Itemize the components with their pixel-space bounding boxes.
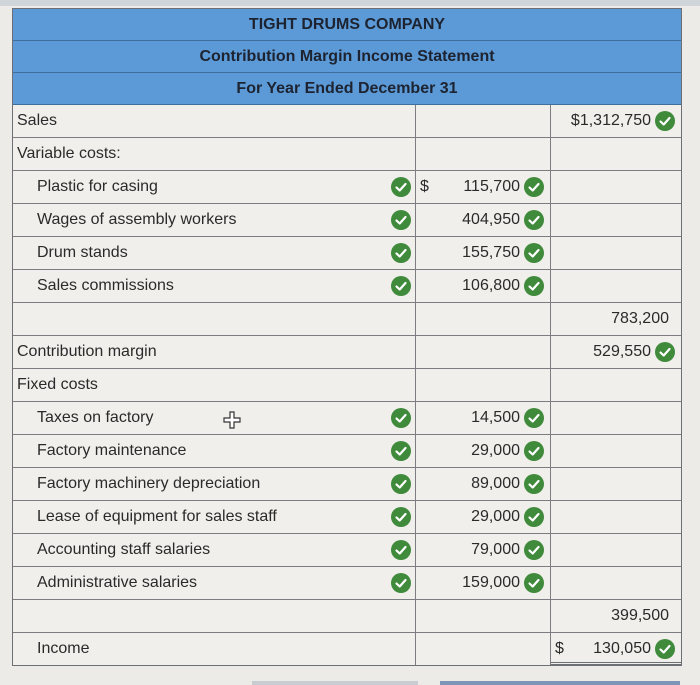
check-circle-icon: [655, 111, 675, 131]
check-circle-icon: [524, 177, 544, 197]
check-circle-icon: [391, 177, 411, 197]
total-value: $1,312,750: [570, 112, 651, 129]
check-circle-icon: [524, 507, 544, 527]
check-circle-icon: [524, 243, 544, 263]
amount-cell[interactable]: [416, 435, 551, 467]
total-cell[interactable]: [551, 633, 681, 665]
table-row: [13, 566, 681, 599]
amount-value: 14,500: [471, 409, 520, 426]
check-circle-icon: [524, 210, 544, 230]
amount-value: 155,750: [462, 244, 520, 261]
row-label-cell[interactable]: [13, 237, 416, 269]
total-value: 399,500: [611, 607, 669, 624]
table-row: [13, 335, 681, 368]
check-circle-icon: [655, 342, 675, 362]
row-label-cell[interactable]: [13, 501, 416, 533]
check-circle-icon: [524, 441, 544, 461]
amount-cell[interactable]: [416, 270, 551, 302]
row-label-cell[interactable]: [13, 105, 416, 137]
amount-value: 29,000: [471, 442, 520, 459]
dollar-sign: $: [420, 178, 429, 195]
bottom-button-partial[interactable]: [252, 681, 418, 685]
row-label-cell[interactable]: [13, 534, 416, 566]
amount-value: 89,000: [471, 475, 520, 492]
total-cell[interactable]: [551, 567, 681, 599]
row-label: Factory maintenance: [37, 442, 187, 459]
amount-cell[interactable]: [416, 633, 551, 665]
total-cell[interactable]: [551, 402, 681, 434]
total-cell[interactable]: [551, 369, 681, 401]
table-row: [13, 236, 681, 269]
row-label-cell[interactable]: [13, 468, 416, 500]
dollar-sign: $: [555, 640, 564, 657]
total-cell[interactable]: [551, 270, 681, 302]
amount-cell[interactable]: [416, 336, 551, 368]
check-circle-icon: [391, 210, 411, 230]
amount-cell[interactable]: [416, 468, 551, 500]
amount-cell[interactable]: [416, 600, 551, 632]
amount-cell[interactable]: [416, 534, 551, 566]
amount-cell[interactable]: [416, 567, 551, 599]
amount-cell[interactable]: [416, 138, 551, 170]
company-name: TIGHT DRUMS COMPANY: [13, 9, 681, 41]
row-label: Plastic for casing: [37, 178, 158, 195]
statement-title: Contribution Margin Income Statement: [13, 41, 681, 73]
row-label: Wages of assembly workers: [37, 211, 237, 228]
check-circle-icon: [524, 474, 544, 494]
total-value: 529,550: [593, 343, 651, 360]
row-label-cell[interactable]: [13, 435, 416, 467]
row-label-cell[interactable]: [13, 402, 416, 434]
check-circle-icon: [391, 276, 411, 296]
amount-cell[interactable]: [416, 303, 551, 335]
row-label: Accounting staff salaries: [37, 541, 211, 558]
total-cell[interactable]: [551, 138, 681, 170]
total-cell[interactable]: [551, 171, 681, 203]
table-row: [13, 170, 681, 203]
row-label: Fixed costs: [17, 376, 98, 393]
row-label-cell[interactable]: [13, 567, 416, 599]
row-label: Drum stands: [37, 244, 128, 261]
check-circle-icon: [391, 507, 411, 527]
row-label-cell[interactable]: [13, 369, 416, 401]
row-label-cell[interactable]: [13, 303, 416, 335]
table-row: [13, 105, 681, 137]
check-circle-icon: [391, 408, 411, 428]
check-circle-icon: [655, 639, 675, 659]
total-cell[interactable]: [551, 237, 681, 269]
check-circle-icon: [391, 243, 411, 263]
amount-cell[interactable]: [416, 402, 551, 434]
total-cell[interactable]: [551, 501, 681, 533]
row-label: Income: [37, 640, 90, 657]
table-row: [13, 599, 681, 632]
table-row: [13, 137, 681, 170]
table-row: [13, 269, 681, 302]
statement-period: For Year Ended December 31: [13, 73, 681, 105]
row-label: Contribution margin: [17, 343, 157, 360]
total-value: 130,050: [593, 640, 651, 657]
row-label: Sales commissions: [37, 277, 174, 294]
check-circle-icon: [524, 408, 544, 428]
row-label: Lease of equipment for sales staff: [37, 508, 277, 525]
amount-value: 404,950: [462, 211, 520, 228]
statement-rows: [13, 105, 681, 665]
total-value: 783,200: [611, 310, 669, 327]
check-circle-icon: [524, 276, 544, 296]
table-row: [13, 533, 681, 566]
table-row: [13, 500, 681, 533]
amount-value: 79,000: [471, 541, 520, 558]
check-circle-icon: [391, 573, 411, 593]
total-cell[interactable]: [551, 105, 681, 137]
amount-value: 106,800: [462, 277, 520, 294]
total-cell[interactable]: [551, 303, 681, 335]
amount-cell[interactable]: [416, 204, 551, 236]
amount-cell[interactable]: [416, 105, 551, 137]
crosshair-cursor-icon: [223, 409, 241, 427]
check-circle-icon: [524, 540, 544, 560]
row-label: Administrative salaries: [37, 574, 198, 591]
row-label-cell[interactable]: [13, 138, 416, 170]
row-label-cell[interactable]: [13, 633, 416, 665]
table-row: [13, 467, 681, 500]
amount-value: 29,000: [471, 508, 520, 525]
amount-value: 159,000: [462, 574, 520, 591]
row-label-cell[interactable]: [13, 270, 416, 302]
amount-cell[interactable]: [416, 237, 551, 269]
top-strip: [0, 0, 700, 6]
row-label: Sales: [17, 112, 58, 129]
row-label-cell[interactable]: [13, 171, 416, 203]
total-cell[interactable]: [551, 534, 681, 566]
table-row: [13, 401, 681, 434]
row-label: Variable costs:: [17, 145, 121, 162]
total-cell[interactable]: [551, 600, 681, 632]
check-circle-icon: [391, 441, 411, 461]
check-circle-icon: [391, 474, 411, 494]
table-row: [13, 302, 681, 335]
row-label: Factory machinery depreciation: [37, 475, 261, 492]
total-cell[interactable]: [551, 204, 681, 236]
table-row: [13, 203, 681, 236]
amount-cell[interactable]: [416, 369, 551, 401]
amount-cell[interactable]: [416, 501, 551, 533]
income-statement-table: [12, 8, 682, 666]
row-label-cell[interactable]: [13, 336, 416, 368]
amount-cell[interactable]: [416, 171, 551, 203]
total-cell[interactable]: [551, 435, 681, 467]
total-cell[interactable]: [551, 336, 681, 368]
total-cell[interactable]: [551, 468, 681, 500]
row-label-cell[interactable]: [13, 204, 416, 236]
check-circle-icon: [391, 540, 411, 560]
table-row: [13, 434, 681, 467]
table-row: [13, 632, 681, 665]
amount-value: 115,700: [463, 178, 520, 195]
row-label: Taxes on factory: [37, 409, 154, 426]
table-row: [13, 368, 681, 401]
check-circle-icon: [524, 573, 544, 593]
row-label-cell[interactable]: [13, 600, 416, 632]
bottom-button-partial-primary[interactable]: [440, 681, 680, 685]
